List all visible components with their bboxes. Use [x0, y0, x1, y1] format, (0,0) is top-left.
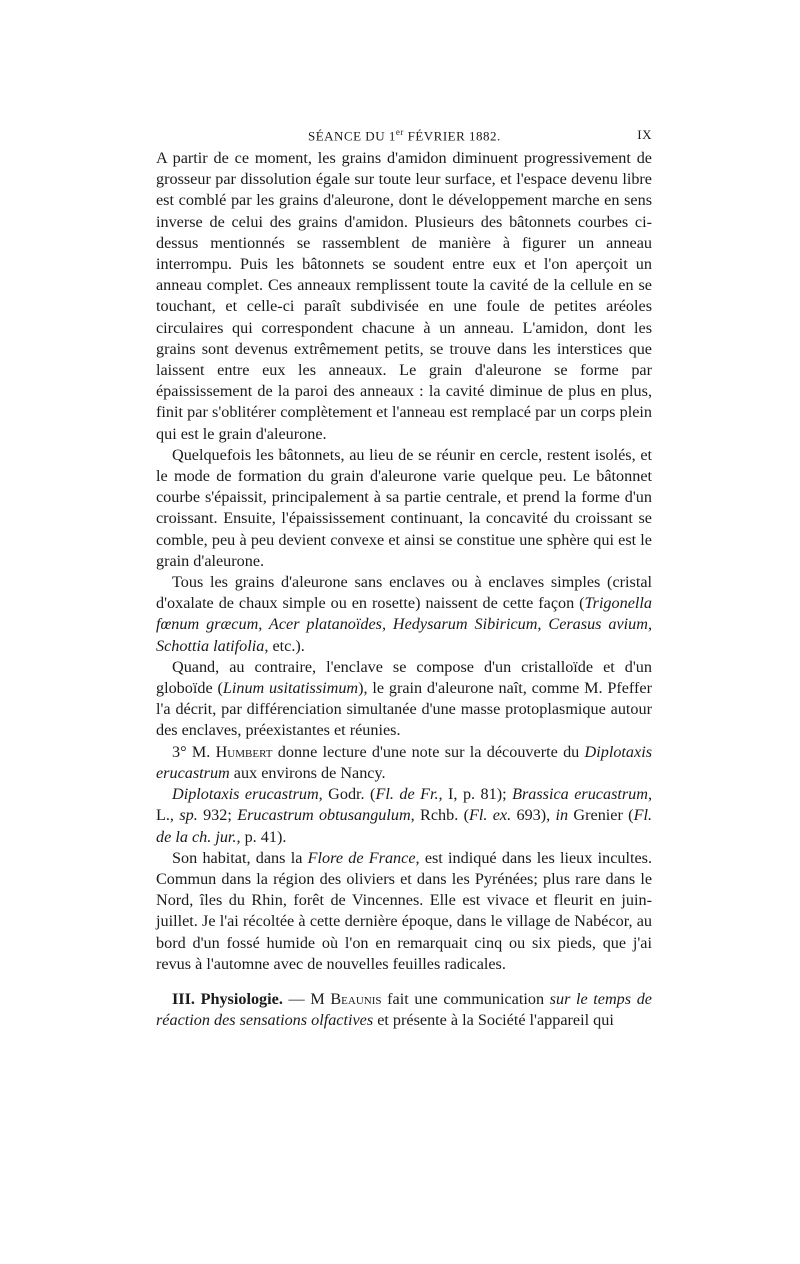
text-segment: Son habitat, dans la: [172, 848, 308, 867]
body-text: [156, 148, 652, 1031]
author-name: Beaunis: [330, 989, 382, 1008]
species-list: Trigonella fœnum græcum, Acer platanoïdes, Hedysarum Sibiricum, Cerasus avium, Schottia latifolia,: [156, 594, 652, 655]
reference-title: Fl. de la ch. jur.,: [156, 806, 653, 846]
running-head: [156, 122, 652, 146]
paragraph-physiologie: [156, 989, 652, 1031]
reference-title: Fl. de Fr.,: [375, 785, 443, 804]
running-head-title: [308, 127, 501, 144]
species-name: Diplotaxis erucastrum: [156, 742, 652, 782]
paragraph-amidon: A partir de ce moment, les grains d'amidon diminuent progressivement de grosseur par dissolution égale sur toute leur surface, et l'espace devenu libre est comblé par les grains d'aleurone, dont le développement marche en sens inverse de celui des grains d'amidon. Plusieurs des bâtonnets courbes ci-dessus mentionnés se rassemblent de manière à figurer un anneau interrompu. Puis les bâtonnets se soudent entre eux et l'on aperçoit un anneau complet. Ces anneaux remplissent toute la cavité de la cellule en se touchant, et celle-ci paraît subdivisée en une foule de petites aréoles circulaires qui correspondent chacune à un anneau. L'amidon, dont les grains sont devenus extrêmement petits, se trouve dans les interstices que laissent entre eux les anneaux. Le grain d'aleurone se forme par épaississement de la paroi des anneaux : la cavité diminue de plus en plus, finit par s'oblitérer complètement et l'anneau est remplacé par un corps plein qui est le grain d'aleurone.: [156, 149, 652, 443]
text-segment: Quand, au contraire, l'enclave se compose d'un cristalloïde et d'un globoïde (: [156, 657, 652, 698]
text-segment: I, p. 81);: [442, 785, 513, 804]
text-segment: aux environs de Nancy.: [229, 763, 386, 782]
text-segment: L.,: [156, 806, 180, 825]
section-heading: III. Physiologie.: [172, 989, 283, 1008]
species-name: Diplotaxis erucastrum,: [172, 785, 323, 804]
paragraph-cristalloide: [156, 657, 652, 742]
text-segment: 932;: [197, 806, 238, 825]
reference-abbrev: sp.: [179, 806, 198, 825]
paragraph-habitat: [156, 848, 652, 975]
paragraph-synonymy: [156, 784, 652, 848]
text-segment: p. 41).: [240, 827, 287, 846]
text-segment: etc.).: [268, 636, 305, 655]
text-segment: 3° M.: [172, 742, 216, 761]
page-number: IX: [637, 127, 652, 142]
paragraph-batonnets: Quelquefois les bâtonnets, au lieu de se réunir en cercle, restent isolés, et le mode de formation du grain d'aleurone varie quelque peu. Le bâtonnet courbe s'épaissit, principalement à sa partie centrale, et prend la forme d'un croissant. Ensuite, l'épaississement continuant, la concavité du croissant se comble, peu à peu devient convexe et ainsi se constitue une sphère qui est le grain d'aleurone.: [156, 445, 652, 570]
text-segment: donne lecture d'une note sur la découverte du: [272, 742, 585, 761]
paragraph-grains-aleurone: [156, 572, 652, 657]
text-segment: Grenier (: [568, 806, 634, 825]
text-segment: Godr. (: [322, 785, 376, 804]
species-name: Erucastrum obtusangulum,: [237, 806, 415, 825]
species-name: Brassica erucastrum,: [512, 785, 652, 804]
book-page: [156, 122, 652, 1031]
species-name: Linum usitatissimum: [222, 679, 359, 698]
text-segment: est indiqué dans les lieux incultes. Commun dans la région des oliviers et dans les Pyrénées; plus rare dans le Nord, îles du Rhin, forêt de Vincennes. Elle est vivace et fleurit en juin-juillet. Je l'ai récoltée à cette dernière époque, dans le village de Nabécor, au bord d'un fossé humide où l'on en remarquait cinq ou six pieds, que j'ai revus à l'automne avec de nouvelles feuilles radicales.: [156, 848, 653, 973]
running-head-title-sup: er: [395, 127, 404, 137]
text-segment: fait une communication: [381, 989, 550, 1008]
reference-title: Flore de France,: [307, 848, 420, 867]
text-segment: Rchb. (: [414, 806, 469, 825]
text-segment: 693),: [511, 806, 556, 825]
text-segment: ), le grain d'aleurone naît, comme M. Pfeffer l'a décrit, par différenciation simultanée d'une masse protoplasmique autour des enclaves, préexistantes et réunies.: [156, 679, 652, 740]
text-segment: et présente à la Société l'appareil qui: [373, 1011, 614, 1030]
communication-title: sur le temps de réaction des sensations olfactives: [156, 989, 652, 1030]
text-segment: Tous les grains d'aleurone sans enclaves ou à enclaves simples (cristal d'oxalate de chaux simple ou en rosette) naissent de cette façon (: [156, 573, 652, 613]
running-head-title-post: FÉVRIER 1882.: [403, 128, 501, 144]
author-name: Humbert: [215, 742, 273, 761]
running-head-title-pre: SÉANCE DU 1: [308, 128, 396, 144]
reference-abbrev: in: [555, 806, 569, 825]
reference-title: Fl. ex.: [468, 806, 512, 825]
paragraph-humbert: [156, 742, 652, 784]
text-segment: — M: [282, 989, 331, 1008]
